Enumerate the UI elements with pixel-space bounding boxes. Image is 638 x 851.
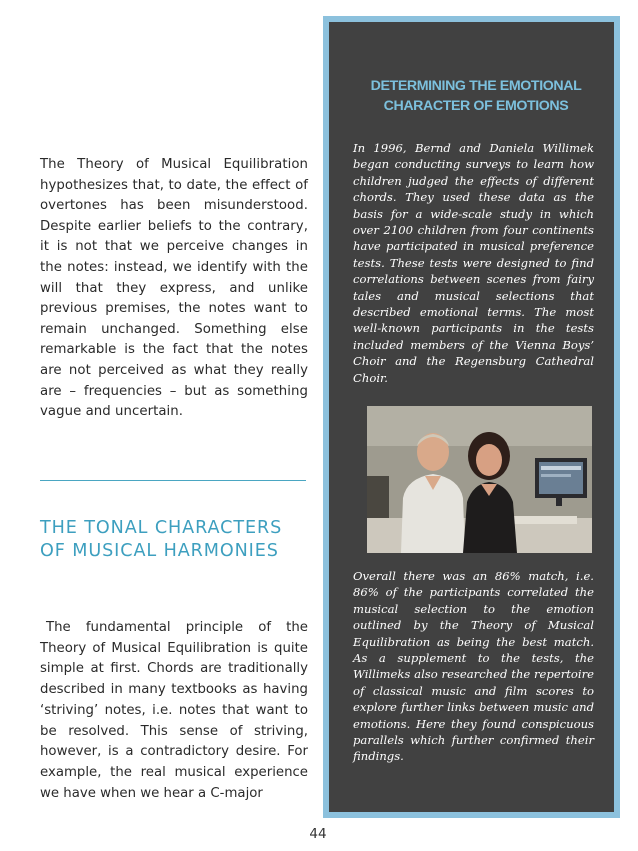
section-heading-line-1: THE TONAL CHARACTERS	[40, 518, 283, 538]
body-paragraph: The fundamental principle of the Theory of Musical Equilibration is quite simple at first. Chords are traditionally described in many textbooks as having ‘striving’ notes, i.e. notes that want to be resolved. This sense of striving, however, is a contradictory desire. For example, the real musical experience we have when we hear a C-major	[40, 620, 308, 801]
section-heading-line-2: OF MUSICAL HARMONIES	[40, 541, 279, 561]
main-column	[40, 0, 308, 851]
photo-image	[367, 406, 592, 553]
sidebar-box	[323, 16, 620, 818]
sidebar-panel	[329, 22, 614, 812]
sidebar-title	[343, 76, 609, 116]
section-heading	[40, 517, 320, 563]
intro-paragraph: The Theory of Musical Equilibration hypothesizes that, to date, the effect of overtones has been misunderstood. Despite earlier beliefs to the contrary, it is not that we perceive changes in the notes: instead, we identify with the will that they express, and unlike previous premises, the notes want to remain unchanged. Something else remarkable is the fact that the notes are not perceived as what they really are – frequencies – but as something vague and uncertain.	[40, 157, 308, 420]
page-number: 44	[309, 826, 327, 842]
section-divider	[40, 480, 306, 481]
sidebar-title-line-1: DETERMINING THE EMOTIONAL	[370, 78, 582, 94]
sidebar-paragraph-2: Overall there was an 86% match, i.e. 86% of the participants correlated the musical selection to the emotion outlined by the Theory of Musical Equilibration as being the best match. As a supplement to the tests, the Willimeks also researched the repertoire of classical music and film scores to explore further links between music and emotions. Here they found conspicuous parallels which further confirmed their findings.	[353, 569, 594, 764]
sidebar-paragraph-1: In 1996, Bernd and Daniela Willimek began conducting surveys to learn how children judged the effects of different chords. They used these data as the basis for a wide-scale study in which over 2100 children from four continents have participated in musical preference tests. These tests were designed to find correlations between scenes from fairy tales and musical selections that described emotional terms. The most well-known participants in the tests included members of the Vienna Boys’ Choir and the Regensburg Cathedral Choir.	[353, 141, 594, 385]
sidebar-title-line-2: CHARACTER OF EMOTIONS	[383, 98, 569, 114]
photo-willimeks	[367, 406, 592, 553]
